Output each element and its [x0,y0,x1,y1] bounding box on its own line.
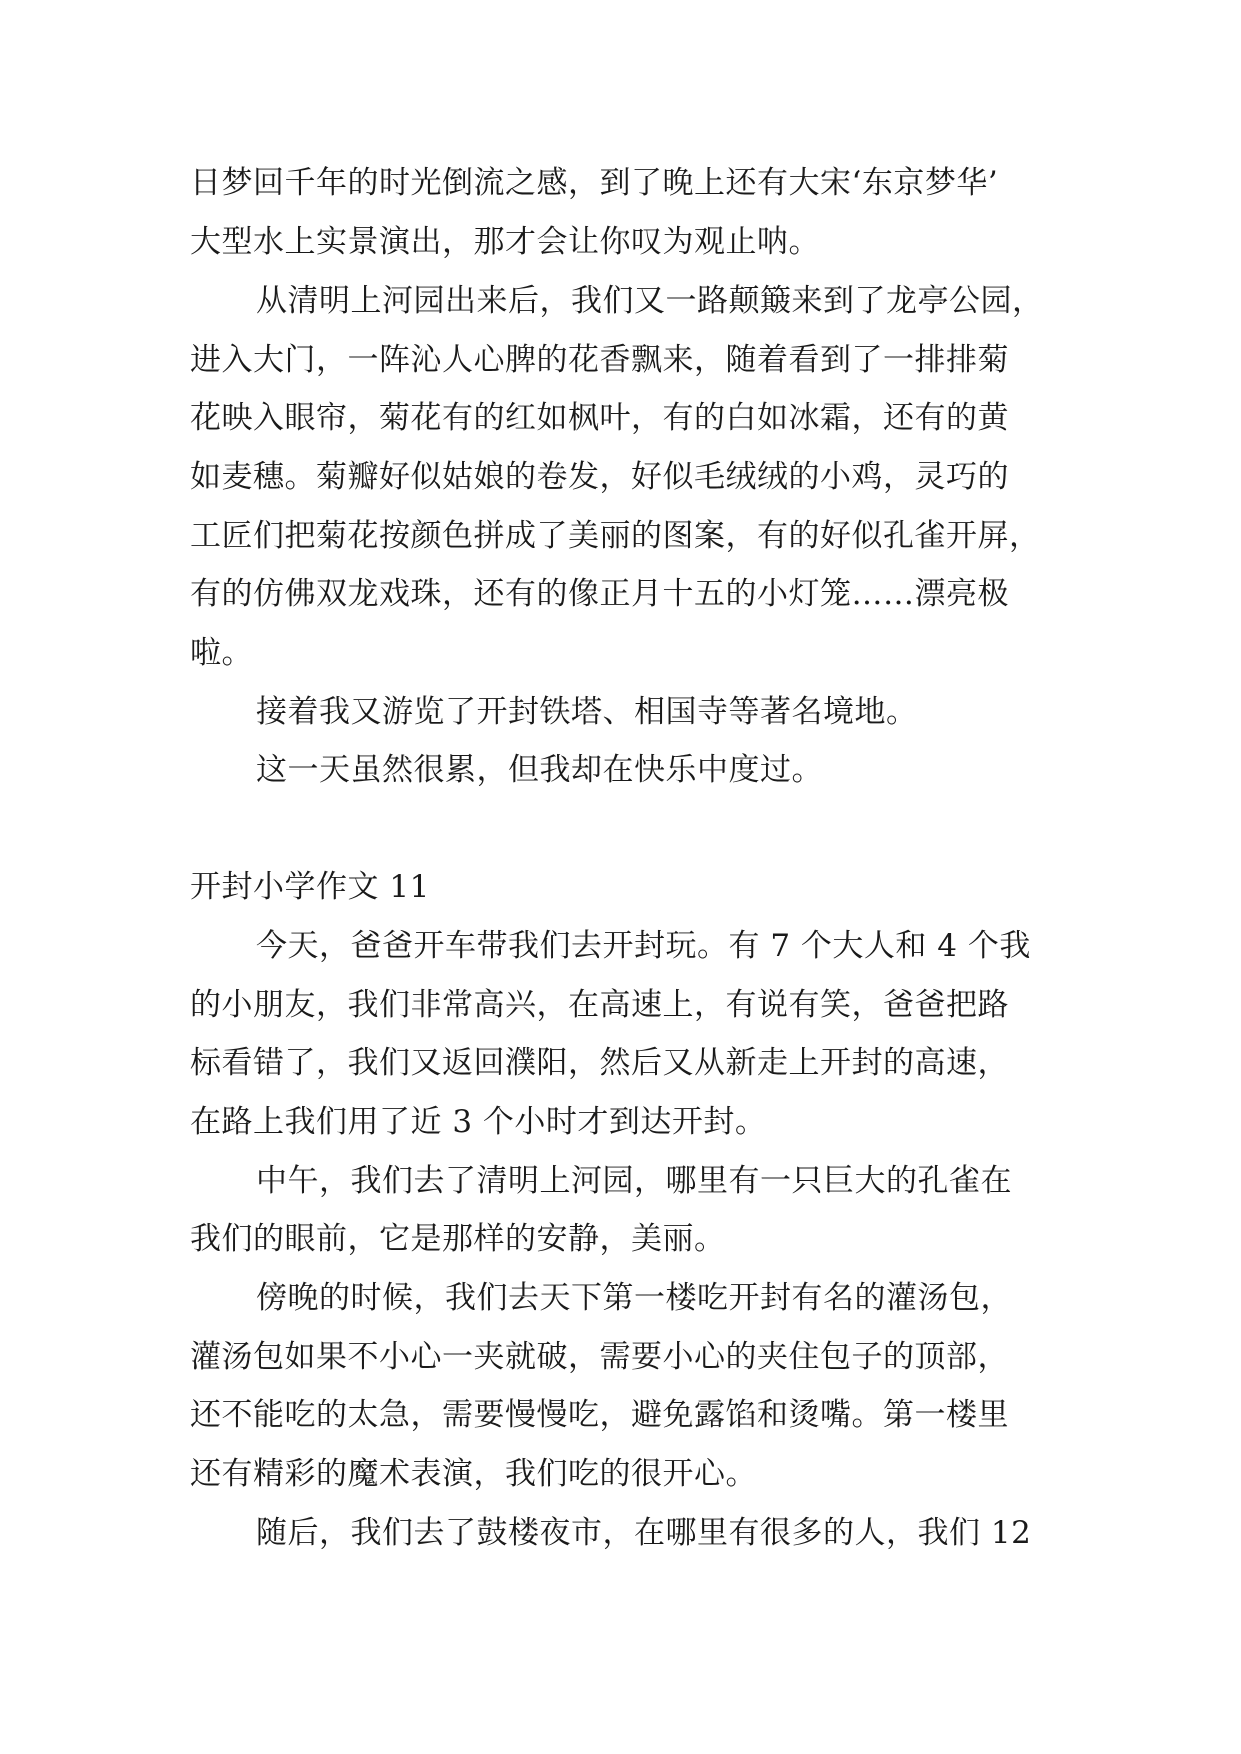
text-line: 在路上我们用了近 3 个小时才到达开封。 [190,1104,767,1140]
text-line: 还有精彩的魔术表演，我们吃的很开心。 [190,1456,757,1492]
text-line: 大型水上实景演出，那才会让你叹为观止呐。 [190,224,820,260]
paragraph-start: 中午，我们去了清明上河园，哪里有一只巨大的孔雀在 [256,1163,1012,1199]
text-line: 有的仿佛双龙戏珠，还有的像正月十五的小灯笼……漂亮极 [190,576,1009,612]
text-line: 如麦穗。菊瓣好似姑娘的卷发，好似毛绒绒的小鸡，灵巧的 [190,459,1009,495]
paragraph-start: 傍晚的时候，我们去天下第一楼吃开封有名的灌汤包， [256,1280,1012,1316]
text-line: 我们的眼前，它是那样的安静，美丽。 [190,1221,726,1257]
text-line: 工匠们把菊花按颜色拼成了美丽的图案，有的好似孔雀开屏， [190,518,1041,554]
text-line: 花映入眼帘，菊花有的红如枫叶，有的白如冰霜，还有的黄 [190,400,1009,436]
text-line: 啦。 [190,635,253,671]
section-title: 开封小学作文 11 [190,869,430,905]
paragraph-start: 接着我又游览了开封铁塔、相国寺等著名境地。 [256,694,918,730]
text-line: 还不能吃的太急，需要慢慢吃，避免露馅和烫嘴。第一楼里 [190,1397,1009,1433]
text-line: 标看错了，我们又返回濮阳，然后又从新走上开封的高速， [190,1045,1009,1081]
text-line: 的小朋友，我们非常高兴，在高速上，有说有笑，爸爸把路 [190,987,1009,1023]
paragraph-start: 今天，爸爸开车带我们去开封玩。有 7 个大人和 4 个我 [256,928,1031,964]
text-line: 灌汤包如果不小心一夹就破，需要小心的夹住包子的顶部， [190,1339,1009,1375]
paragraph-start: 这一天虽然很累，但我却在快乐中度过。 [256,752,823,788]
text-line: 进入大门，一阵沁人心脾的花香飘来，随着看到了一排排菊 [190,342,1009,378]
text-line: 日梦回千年的时光倒流之感，到了晚上还有大宋‘东京梦华’ [190,165,999,201]
paragraph-start: 随后，我们去了鼓楼夜市，在哪里有很多的人，我们 12 [256,1515,1032,1551]
paragraph-start: 从清明上河园出来后，我们又一路颠簸来到了龙亭公园， [256,283,1044,319]
